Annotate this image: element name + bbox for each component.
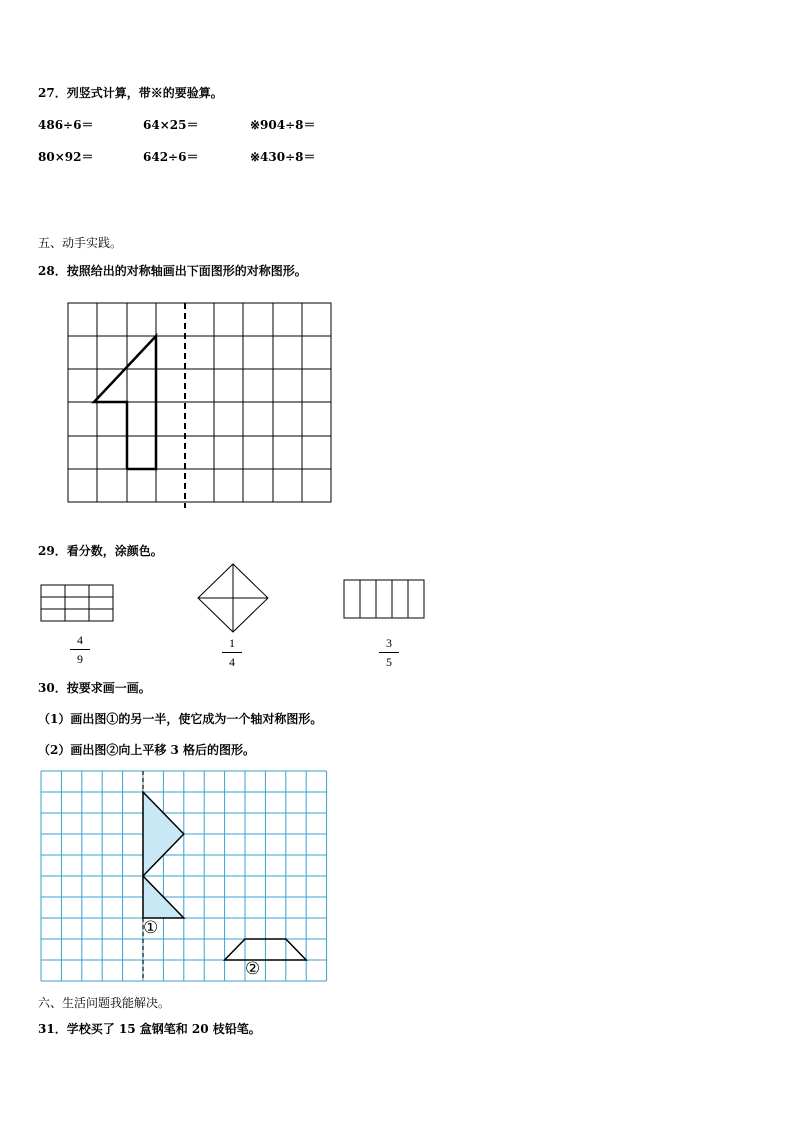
fraction-denominator: 4 bbox=[229, 655, 235, 669]
q30-sub2: （2）画出图②向上平移 3 格后的图形。 bbox=[38, 743, 256, 757]
figure-2-label: ② bbox=[245, 959, 261, 979]
fraction-numerator: 1 bbox=[229, 636, 235, 650]
figure-1-label: ① bbox=[143, 918, 159, 938]
fraction-denominator: 5 bbox=[386, 655, 392, 669]
q30-sub1: （1）画出图①的另一半，使它成为一个轴对称图形。 bbox=[38, 712, 323, 726]
q29-title: 29．看分数，涂颜色。 bbox=[38, 544, 163, 558]
q27-item-3: ※904÷8＝ bbox=[250, 118, 316, 132]
q30-title: 30．按要求画一画。 bbox=[38, 681, 151, 695]
q27-item-4: 80×92＝ bbox=[38, 150, 94, 164]
q27-item-2: 64×25＝ bbox=[143, 118, 199, 132]
fraction-numerator: 3 bbox=[386, 636, 392, 650]
fraction-denominator: 9 bbox=[77, 652, 83, 666]
q27-item-1: 486÷6＝ bbox=[38, 118, 94, 132]
q28-title: 28．按照给出的对称轴画出下面图形的对称图形。 bbox=[38, 264, 307, 278]
q27-item-6: ※430÷8＝ bbox=[250, 150, 316, 164]
section6-heading: 六、生活问题我能解决。 bbox=[38, 996, 171, 1010]
section5-heading: 五、动手实践。 bbox=[38, 236, 123, 250]
q31-title: 31．学校买了 15 盒钢笔和 20 枝铅笔。 bbox=[38, 1022, 261, 1036]
q27-title: 27．列竖式计算，带※的要验算。 bbox=[38, 86, 223, 100]
fraction-numerator: 4 bbox=[77, 633, 83, 647]
q27-item-5: 642÷6＝ bbox=[143, 150, 199, 164]
